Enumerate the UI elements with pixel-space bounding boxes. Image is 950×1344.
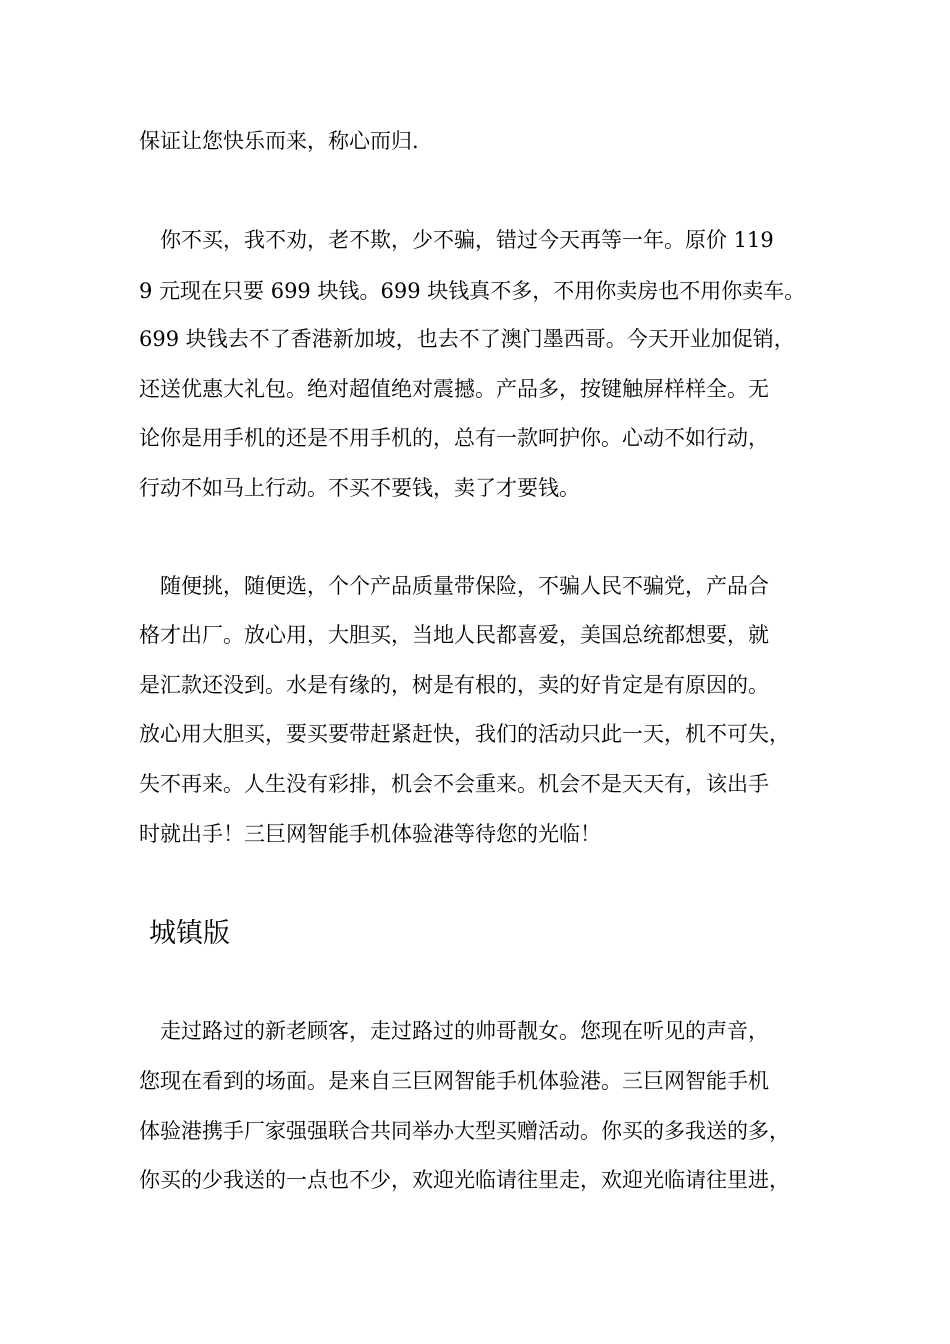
paragraph-3-line-4: 放心用大胆买，要买要带赶紧赶快，我们的活动只此一天，机不可失， (139, 722, 790, 746)
paragraph-3-line-6: 时就出手！三巨网智能手机体验港等待您的光临！ (139, 822, 601, 846)
paragraph-3-line-1: 随便挑，随便选，个个产品质量带保险，不骗人民不骗党，产品合 (139, 574, 769, 598)
paragraph-2-line-4: 还送优惠大礼包。绝对超值绝对震撼。产品多，按键触屏样样全。无 (139, 377, 769, 401)
paragraph-4-line-4: 你买的少我送的一点也不少，欢迎光临请往里走，欢迎光临请往里进， (139, 1168, 790, 1192)
section-heading: 城镇版 (149, 918, 230, 949)
paragraph-2-line-1: 你不买，我不劝，老不欺，少不骗，错过今天再等一年。原价 119 (139, 228, 774, 252)
paragraph-2-line-3: 699 块钱去不了香港新加坡，也去不了澳门墨西哥。今天开业加促销， (139, 327, 795, 351)
paragraph-1-line-1: 保证让您快乐而来，称心而归. (139, 129, 419, 153)
paragraph-3-line-5: 失不再来。人生没有彩排，机会不会重来。机会不是天天有，该出手 (139, 772, 769, 796)
paragraph-2-line-6: 行动不如马上行动。不买不要钱，卖了才要钱。 (139, 476, 580, 500)
paragraph-2-line-2: 9 元现在只要 699 块钱。699 块钱真不多，不用你卖房也不用你卖车。 (139, 279, 806, 303)
paragraph-2-line-5: 论你是用手机的还是不用手机的，总有一款呵护你。心动不如行动， (139, 426, 769, 450)
paragraph-3-line-2: 格才出厂。放心用，大胆买，当地人民都喜爱，美国总统都想要，就 (139, 623, 769, 647)
paragraph-4-line-3: 体验港携手厂家强强联合共同举办大型买赠活动。你买的多我送的多， (139, 1119, 790, 1143)
paragraph-3-line-3: 是汇款还没到。水是有缘的，树是有根的，卖的好肯定是有原因的。 (139, 673, 769, 697)
paragraph-4-line-1: 走过路过的新老顾客，走过路过的帅哥靓女。您现在听见的声音， (139, 1019, 769, 1043)
paragraph-4-line-2: 您现在看到的场面。是来自三巨网智能手机体验港。三巨网智能手机 (139, 1069, 769, 1093)
